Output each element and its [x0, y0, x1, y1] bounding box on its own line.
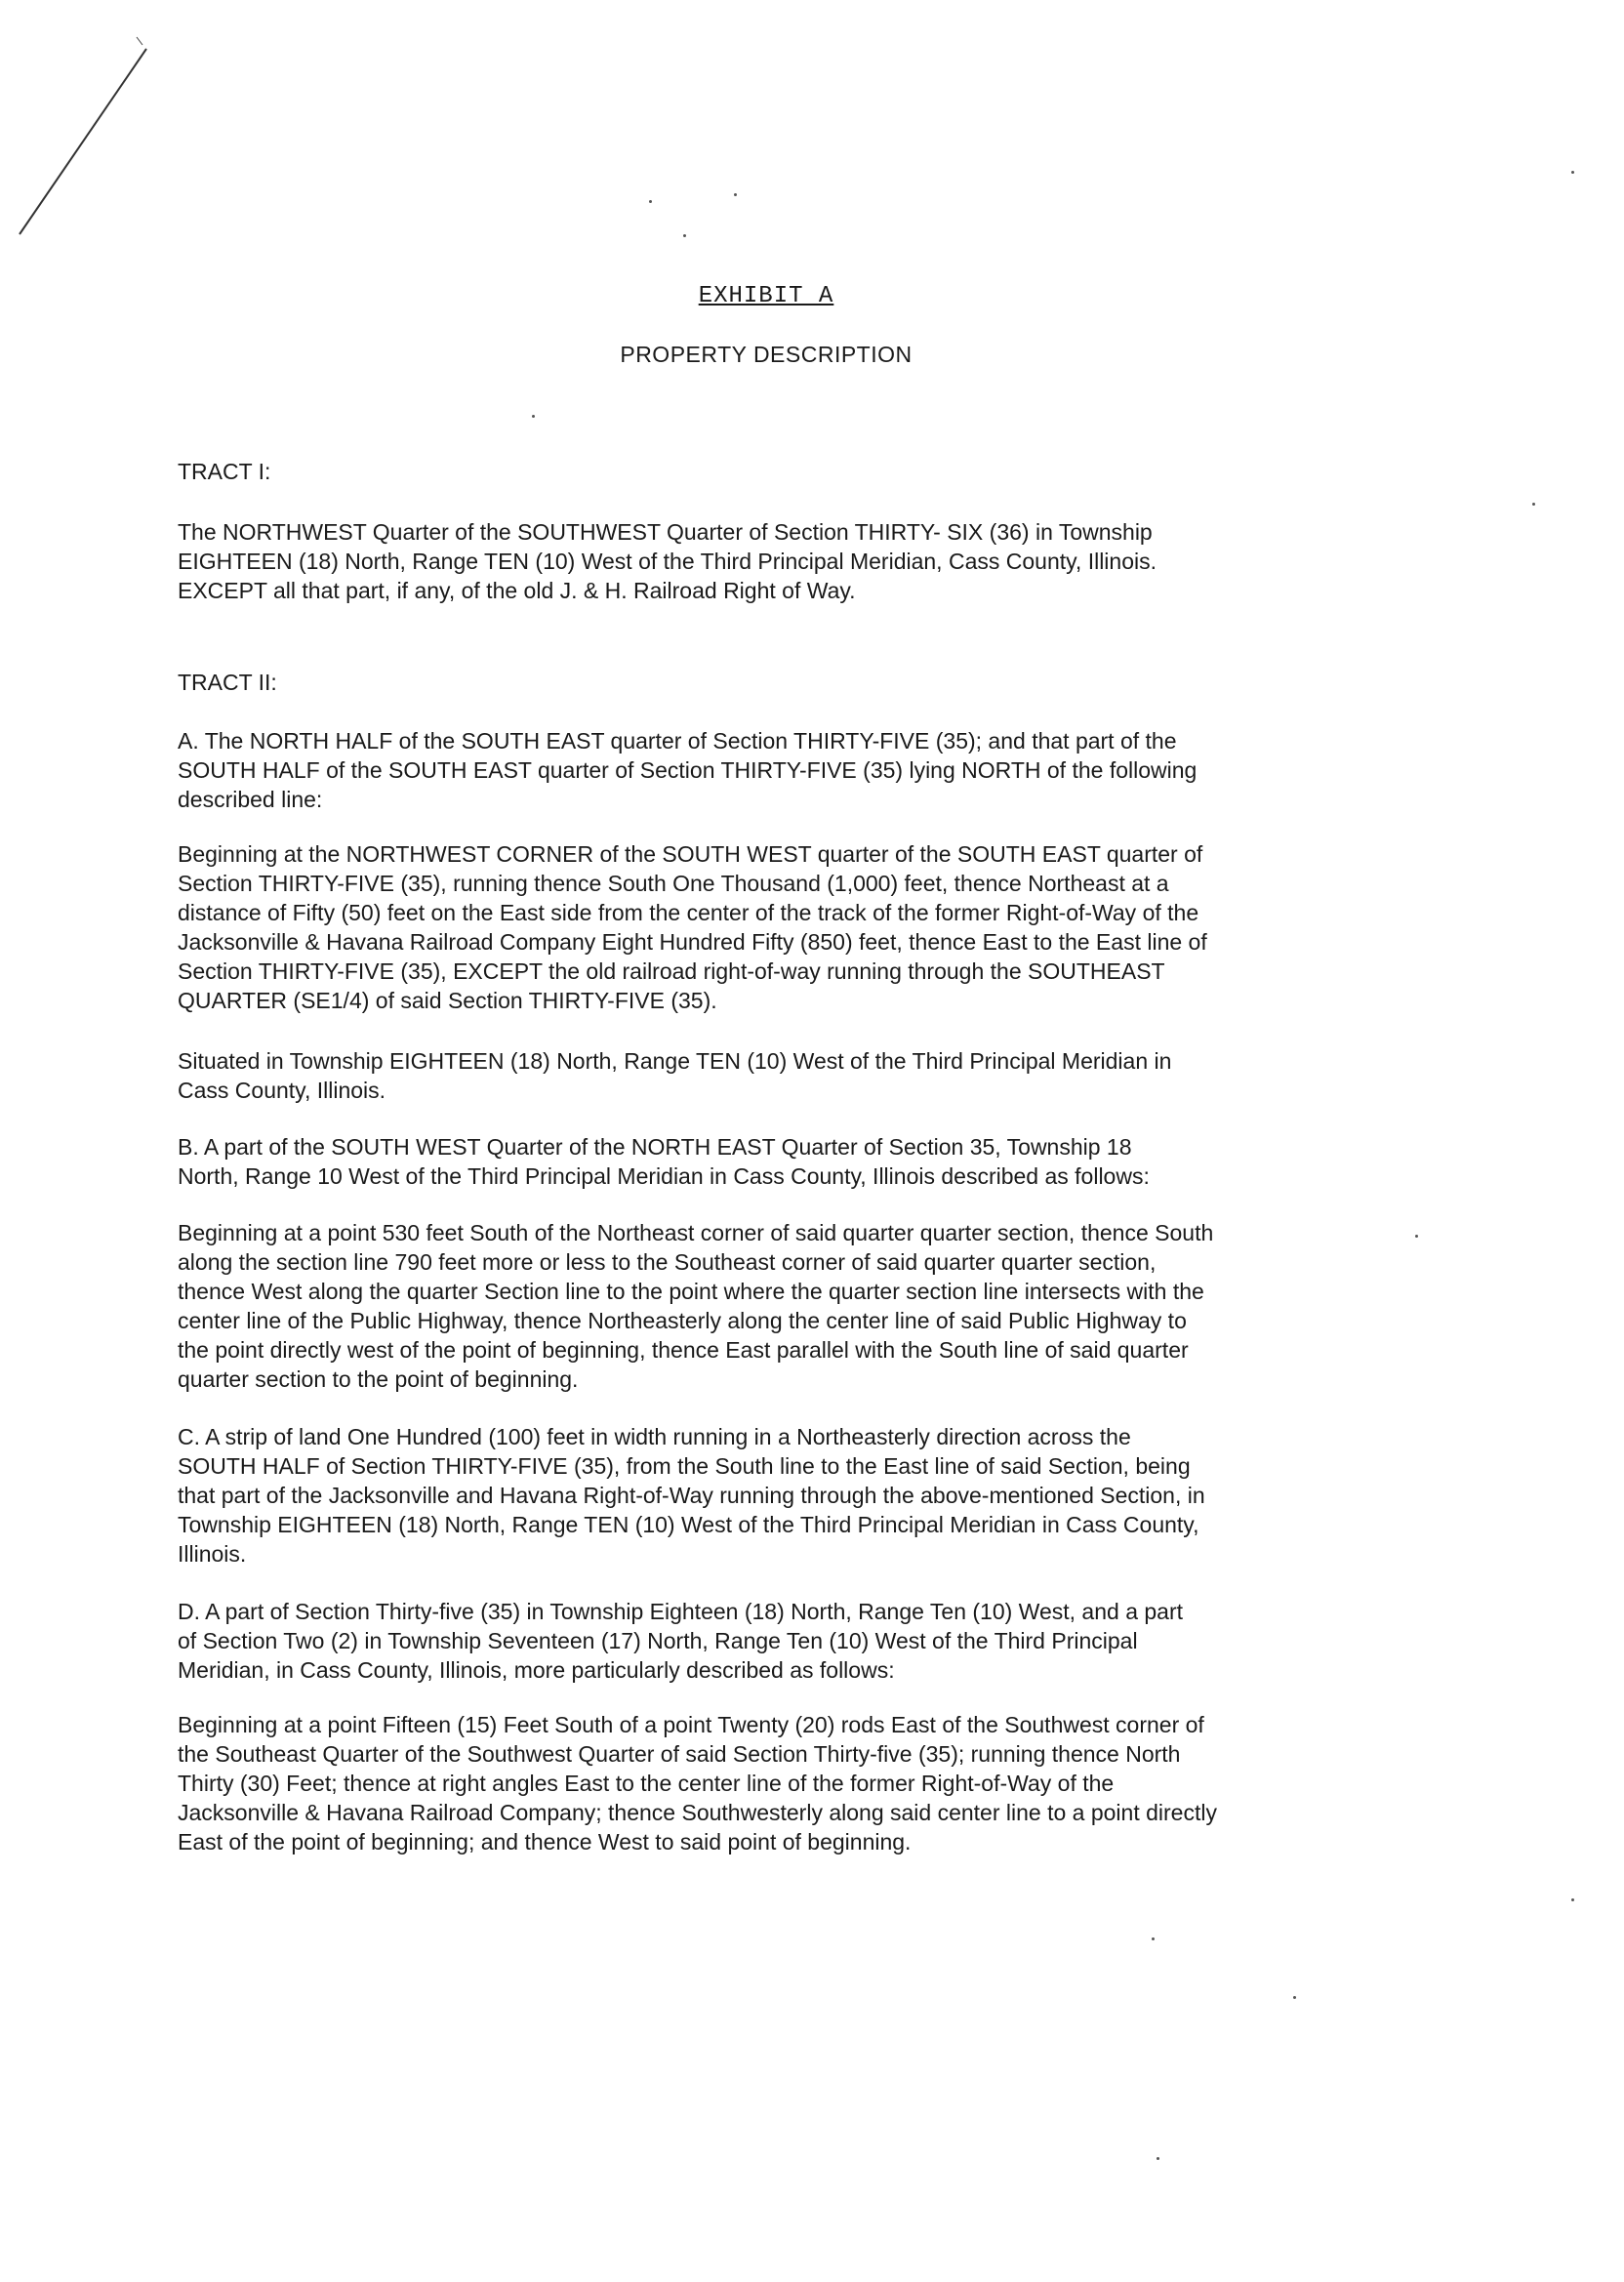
tract-2-paragraph-d: D. A part of Section Thirty-five (35) in Township Eighteen (18) North, Range Ten (10) West, and a part of Section Two (2) in Township Seventeen (17) North, Range Ten (10) West of the Third Principal Meridian, in Cass County, Illinois, more particularly described as follows:	[178, 1599, 1184, 1683]
exhibit-subtitle: PROPERTY DESCRIPTION	[620, 342, 913, 367]
scan-speck	[734, 193, 737, 196]
tract-2-paragraph-b-beginning: Beginning at a point 530 feet South of the Northeast corner of said quarter quarter section, thence South along the section line 790 feet more or less to the Southeast corner of said quarter quarter section, thence West along the quarter Section line to the point where the quarter section line intersects with the center line of the Public Highway, thence Northeasterly along the center line of said Public Highway to the point directly west of the point of beginning, thence East parallel with the South line of said quarter quarter section to the point of beginning.	[178, 1220, 1214, 1392]
scan-speck	[683, 234, 686, 237]
scan-line-mark	[0, 0, 195, 254]
tract-2-paragraph-b: B. A part of the SOUTH WEST Quarter of the NORTH EAST Quarter of Section 35, Township 18 North, Range 10 West of the Third Principal Meridian in Cass County, Illinois described as follows:	[178, 1134, 1150, 1189]
tract-2-paragraph-a: A. The NORTH HALF of the SOUTH EAST quarter of Section THIRTY-FIVE (35); and that part of the SOUTH HALF of the SOUTH EAST quarter of Section THIRTY-FIVE (35) lying NORTH of the following described line:	[178, 728, 1198, 812]
scan-speck	[1571, 1898, 1574, 1901]
tract-2-paragraph-a-situated: Situated in Township EIGHTEEN (18) North, Range TEN (10) West of the Third Principal Meridian in Cass County, Illinois.	[178, 1048, 1172, 1103]
tract-1-heading: TRACT I:	[178, 459, 271, 484]
scan-speck	[1152, 1937, 1155, 1940]
tract-2-paragraph-d-beginning: Beginning at a point Fifteen (15) Feet South of a point Twenty (20) rods East of the Southwest corner of the Southeast Quarter of the Southwest Quarter of said Section Thirty-five (35); running thence North Thirty (30) Feet; thence at right angles East to the center line of the former Right-of-Way of the Jacksonville & Havana Railroad Company; thence Southwesterly along said center line to a point directly East of the point of beginning; and thence West to said point of beginning.	[178, 1712, 1217, 1854]
exhibit-title: EXHIBIT A	[698, 283, 834, 309]
tract-2-paragraph-a-beginning: Beginning at the NORTHWEST CORNER of the SOUTH WEST quarter of the SOUTH EAST quarter of Section THIRTY-FIVE (35), running thence South One Thousand (1,000) feet, thence Northeast at a distance of Fifty (50) feet on the East side from the center of the track of the former Right-of-Way of the Jacksonville & Havana Railroad Company Eight Hundred Fifty (850) feet, thence East to the East line of Section THIRTY-FIVE (35), EXCEPT the old railroad right-of-way running through the SOUTHEAST QUARTER (SE1/4) of said Section THIRTY-FIVE (35).	[178, 841, 1207, 1013]
tract-2-paragraph-c: C. A strip of land One Hundred (100) feet in width running in a Northeasterly direction across the SOUTH HALF of Section THIRTY-FIVE (35), from the South line to the East line of said Section, being that part of the Jacksonville and Havana Right-of-Way running through the above-mentioned Section, in Township EIGHTEEN (18) North, Range TEN (10) West of the Third Principal Meridian in Cass County, Illinois.	[178, 1424, 1205, 1567]
scan-speck	[1415, 1235, 1418, 1238]
scan-speck	[1532, 503, 1535, 506]
scan-speck	[532, 415, 535, 418]
tract-2-heading: TRACT II:	[178, 670, 277, 695]
scan-speck	[649, 200, 652, 203]
tract-1-paragraph: The NORTHWEST Quarter of the SOUTHWEST Quarter of Section THIRTY- SIX (36) in Township EIGHTEEN (18) North, Range TEN (10) West of the Third Principal Meridian, Cass County, Illinois. EXCEPT all that part, if any, of the old J. & H. Railroad Right of Way.	[178, 519, 1157, 603]
scan-speck	[1293, 1996, 1296, 1999]
scan-speck	[1157, 2157, 1159, 2160]
scan-speck	[1571, 171, 1574, 174]
